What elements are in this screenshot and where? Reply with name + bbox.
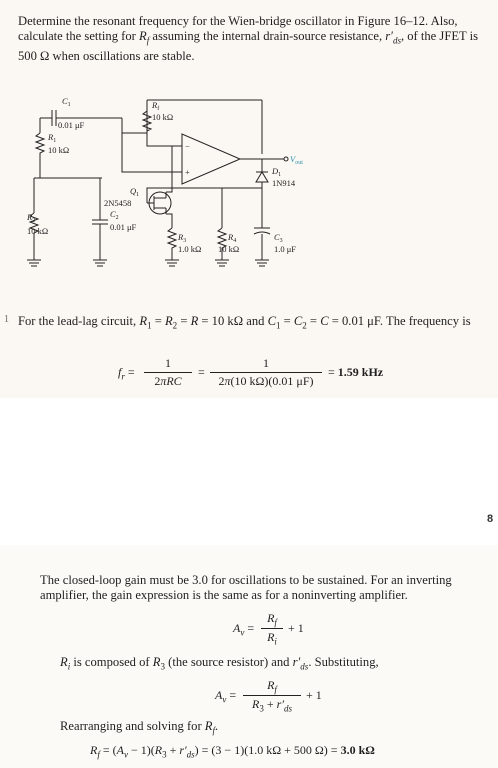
- diode-d1-symbol: [256, 172, 268, 182]
- margin-mark: 1: [4, 314, 9, 325]
- c1-value: 0.01 μF: [58, 120, 85, 130]
- vout-label: $V_{out}$: [290, 154, 303, 166]
- r3-label: $R_3$: [178, 232, 187, 244]
- ground-c3-symbol: [255, 260, 269, 266]
- problem-statement: Determine the resonant frequency for the Wien-bridge oscillator in Figure 16–12. Also, calculate the setting for $R_f$ assuming the internal drain-source resistance, $r'_{ds}$, of the JFET is 500 Ω when oscillations are stable.: [18, 14, 479, 63]
- resistor-r1-symbol: [36, 133, 44, 160]
- fr-fraction-1: 1 2πRC: [144, 356, 192, 389]
- wien-bridge-oscillator-schematic: [22, 88, 322, 288]
- r2-value: 10 kΩ: [27, 226, 49, 236]
- ground-r4-symbol: [215, 260, 229, 266]
- r4-value: 10 kΩ: [218, 244, 240, 254]
- av2-lhs: $A_v$ =: [215, 688, 237, 705]
- d1-label: $D_1$: [272, 166, 282, 178]
- c3-label: $C_3$: [274, 232, 283, 244]
- r4-label: $R_4$: [228, 232, 237, 244]
- gain-paragraph-2: $R_i$ is composed of $R_3$ (the source resistor) and $r'_{ds}$. Substituting,: [60, 655, 379, 672]
- capacitor-c1-symbol: [52, 110, 56, 126]
- c3-value: 1.0 μF: [274, 244, 297, 254]
- ground-r2-symbol: [27, 260, 41, 266]
- capacitor-c2-symbol: [92, 220, 108, 224]
- op-amp-symbol: [182, 134, 240, 184]
- q1-part: 2N5458: [104, 198, 132, 208]
- av2-tail: + 1: [306, 688, 322, 702]
- c2-value: 0.01 μF: [110, 222, 137, 232]
- d1-part: 1N914: [272, 178, 296, 188]
- resistor-r3-symbol: [168, 228, 176, 253]
- ground-c2-symbol: [93, 260, 107, 266]
- av1-fraction: $\frac{R_f}{R_i}$: [261, 611, 283, 647]
- c2-label: $C_2$: [110, 209, 119, 221]
- av2-fraction: $\frac{R_f}{R_3 + r'_{ds}}$: [243, 678, 301, 714]
- fr-equals: =: [198, 365, 205, 379]
- resonant-frequency-formula: [118, 356, 478, 396]
- opamp-plus: +: [185, 167, 190, 177]
- r1-value: 10 kΩ: [48, 145, 70, 155]
- gain-paragraph-3: Rearranging and solving for $R_f$.: [60, 719, 219, 736]
- fr-result: = 1.59 kHz: [328, 365, 384, 379]
- r2-label: $R_2$: [27, 212, 36, 224]
- q1-label: $Q_1$: [130, 186, 140, 198]
- lead-lag-intro: For the lead-lag circuit, $R_1 = R_2 = R = 10$ kΩ and $C_1 = C_2 = C = 0.01$ μF. The frequency is: [18, 314, 471, 331]
- rf-final-formula: $R_f = (A_v - 1)(R_3 + r'_{ds}) = (3 - 1)(1.0$ kΩ + 500 Ω) = 3.0 kΩ: [90, 743, 375, 760]
- av1-tail: + 1: [288, 621, 304, 635]
- c1-label: $C_1$: [62, 96, 71, 108]
- rf-label: $R_f$: [152, 100, 160, 112]
- r1-label: $R_1$: [48, 132, 57, 144]
- r3-value: 1.0 kΩ: [178, 244, 202, 254]
- capacitor-c3-symbol: [254, 228, 270, 234]
- rf-value: 10 kΩ: [152, 112, 174, 122]
- page-number: 8: [487, 513, 494, 525]
- resistor-rf-symbol: [143, 111, 151, 133]
- gain-paragraph-1: The closed-loop gain must be 3.0 for oscillations to be sustained. For an inverting amplifier, the gain expression is the same as for a noninverting amplifier.: [40, 573, 452, 602]
- fr-fraction-2: $\frac{1}{2\pi(10 k\Omega)(0.01 \mu F)}$: [210, 356, 322, 389]
- fr-lhs: $f_r$ =: [118, 365, 135, 382]
- ground-r3-symbol: [165, 260, 179, 266]
- opamp-minus: −: [185, 141, 190, 151]
- av1-lhs: $A_v$ =: [233, 621, 255, 638]
